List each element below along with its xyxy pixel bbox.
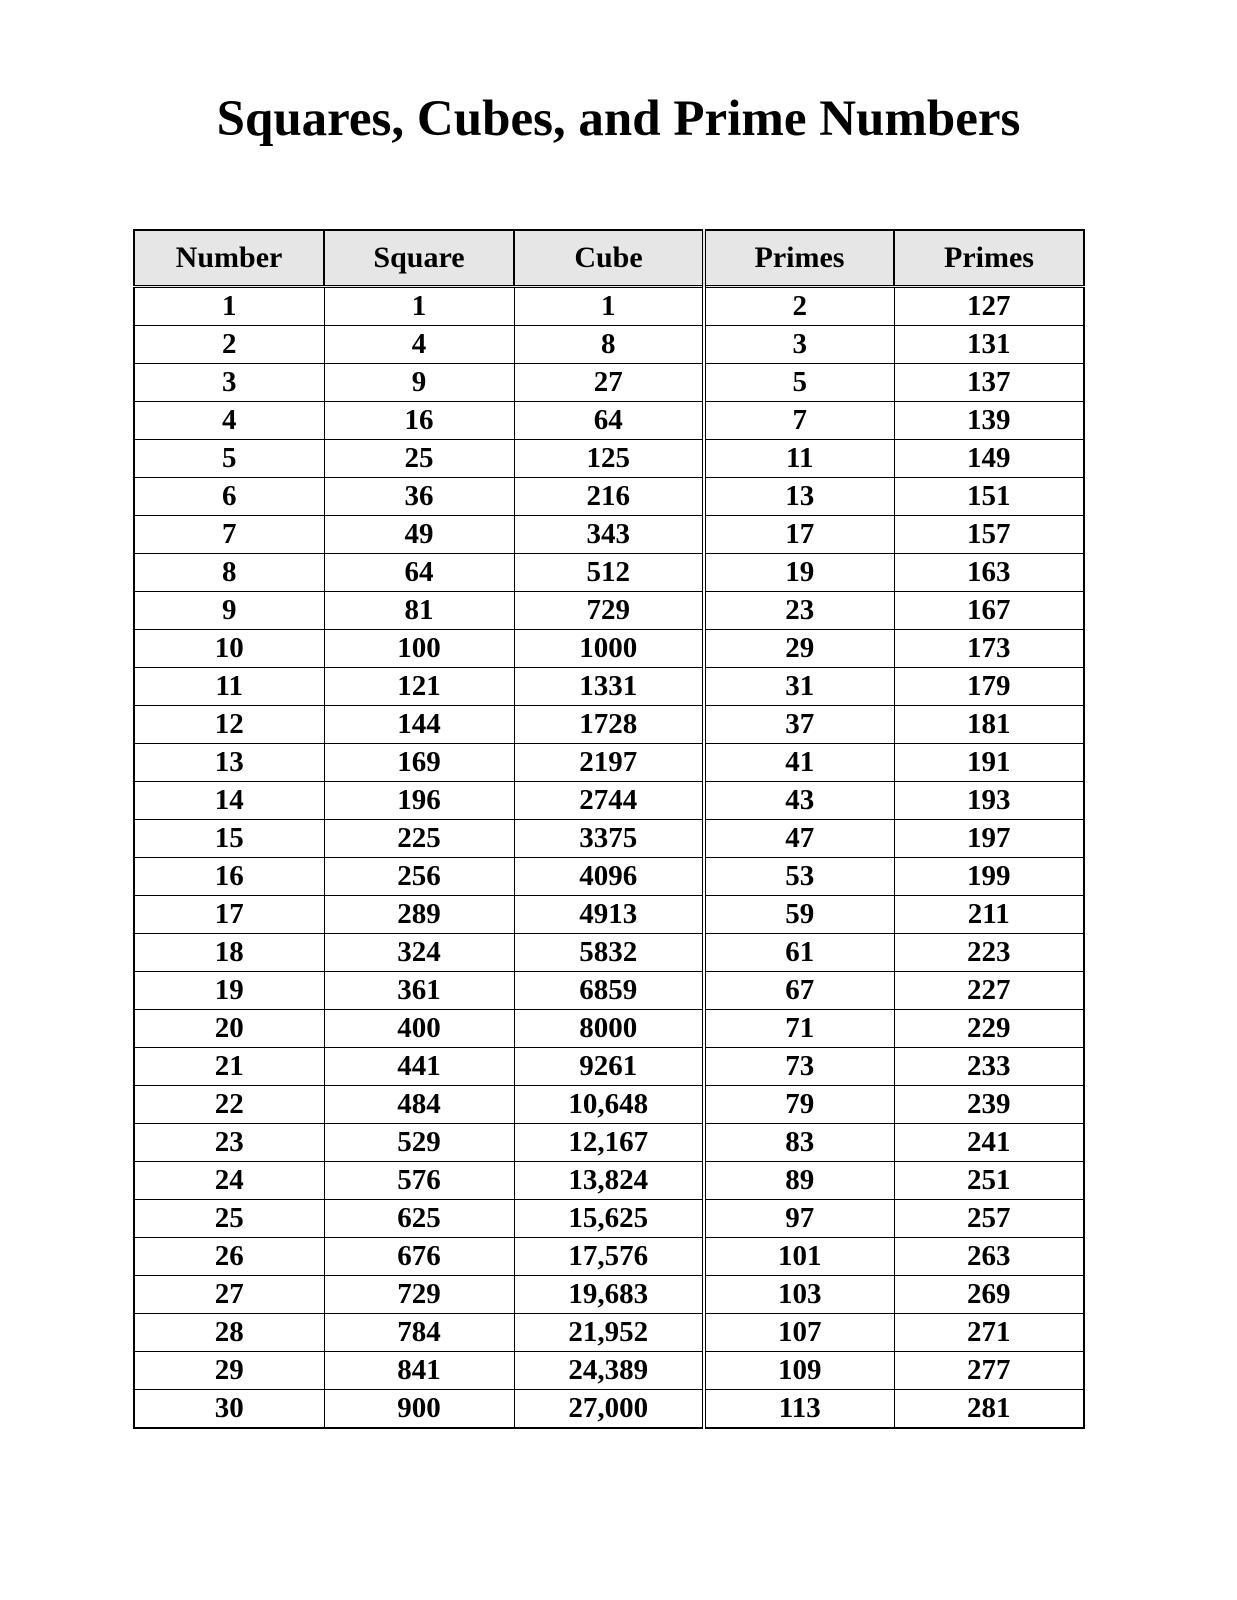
square-cell: 1 — [324, 287, 514, 326]
square-cell: 361 — [324, 972, 514, 1010]
prime-cell-2: 157 — [894, 516, 1084, 554]
square-cell: 729 — [324, 1276, 514, 1314]
number-cell: 18 — [134, 934, 324, 972]
cube-cell: 729 — [514, 592, 704, 630]
cube-cell: 24,389 — [514, 1352, 704, 1390]
prime-cell-2: 233 — [894, 1048, 1084, 1086]
prime-cell-1: 71 — [704, 1010, 894, 1048]
cube-cell: 21,952 — [514, 1314, 704, 1352]
prime-cell-1: 109 — [704, 1352, 894, 1390]
prime-cell-1: 5 — [704, 364, 894, 402]
prime-cell-1: 47 — [704, 820, 894, 858]
number-cell: 5 — [134, 440, 324, 478]
number-cell: 10 — [134, 630, 324, 668]
prime-cell-2: 199 — [894, 858, 1084, 896]
table-body — [134, 287, 1084, 1429]
cube-cell: 343 — [514, 516, 704, 554]
square-cell: 225 — [324, 820, 514, 858]
number-cell: 27 — [134, 1276, 324, 1314]
prime-cell-1: 53 — [704, 858, 894, 896]
square-cell: 49 — [324, 516, 514, 554]
square-cell: 256 — [324, 858, 514, 896]
cube-cell: 2197 — [514, 744, 704, 782]
table-row — [134, 478, 1084, 516]
prime-cell-2: 241 — [894, 1124, 1084, 1162]
prime-cell-1: 83 — [704, 1124, 894, 1162]
prime-cell-2: 167 — [894, 592, 1084, 630]
table-row — [134, 1276, 1084, 1314]
square-cell: 625 — [324, 1200, 514, 1238]
prime-cell-2: 251 — [894, 1162, 1084, 1200]
cube-cell: 512 — [514, 554, 704, 592]
square-cell: 4 — [324, 326, 514, 364]
prime-cell-2: 223 — [894, 934, 1084, 972]
number-cell: 7 — [134, 516, 324, 554]
cube-cell: 125 — [514, 440, 704, 478]
cube-cell: 8000 — [514, 1010, 704, 1048]
table-row — [134, 1352, 1084, 1390]
prime-cell-1: 23 — [704, 592, 894, 630]
table-row — [134, 440, 1084, 478]
header-row — [134, 230, 1084, 287]
prime-cell-2: 137 — [894, 364, 1084, 402]
cube-cell: 27,000 — [514, 1390, 704, 1429]
square-cell: 529 — [324, 1124, 514, 1162]
prime-cell-1: 59 — [704, 896, 894, 934]
prime-cell-2: 269 — [894, 1276, 1084, 1314]
table-row — [134, 516, 1084, 554]
table-row — [134, 744, 1084, 782]
number-cell: 17 — [134, 896, 324, 934]
prime-cell-1: 103 — [704, 1276, 894, 1314]
number-cell: 28 — [134, 1314, 324, 1352]
table-row — [134, 1124, 1084, 1162]
number-cell: 4 — [134, 402, 324, 440]
prime-cell-2: 151 — [894, 478, 1084, 516]
square-cell: 441 — [324, 1048, 514, 1086]
prime-cell-2: 263 — [894, 1238, 1084, 1276]
prime-cell-2: 127 — [894, 287, 1084, 326]
cube-cell: 1000 — [514, 630, 704, 668]
prime-cell-1: 43 — [704, 782, 894, 820]
number-cell: 14 — [134, 782, 324, 820]
prime-cell-1: 89 — [704, 1162, 894, 1200]
table-row — [134, 592, 1084, 630]
square-cell: 784 — [324, 1314, 514, 1352]
number-cell: 30 — [134, 1390, 324, 1429]
number-cell: 24 — [134, 1162, 324, 1200]
square-cell: 196 — [324, 782, 514, 820]
table-row — [134, 1314, 1084, 1352]
prime-cell-2: 257 — [894, 1200, 1084, 1238]
prime-cell-2: 181 — [894, 706, 1084, 744]
number-cell: 26 — [134, 1238, 324, 1276]
table-row — [134, 706, 1084, 744]
prime-cell-2: 211 — [894, 896, 1084, 934]
square-cell: 144 — [324, 706, 514, 744]
square-cell: 36 — [324, 478, 514, 516]
square-cell: 16 — [324, 402, 514, 440]
square-cell: 64 — [324, 554, 514, 592]
square-cell: 841 — [324, 1352, 514, 1390]
prime-cell-2: 173 — [894, 630, 1084, 668]
prime-cell-2: 277 — [894, 1352, 1084, 1390]
prime-cell-1: 97 — [704, 1200, 894, 1238]
table-row — [134, 1010, 1084, 1048]
cube-cell: 9261 — [514, 1048, 704, 1086]
header-primes-1: Primes — [704, 230, 894, 287]
prime-cell-1: 79 — [704, 1086, 894, 1124]
table-row — [134, 782, 1084, 820]
square-cell: 121 — [324, 668, 514, 706]
number-cell: 19 — [134, 972, 324, 1010]
prime-cell-2: 271 — [894, 1314, 1084, 1352]
table-row — [134, 820, 1084, 858]
number-cell: 25 — [134, 1200, 324, 1238]
prime-cell-1: 11 — [704, 440, 894, 478]
cube-cell: 2744 — [514, 782, 704, 820]
table-row — [134, 1200, 1084, 1238]
prime-cell-1: 37 — [704, 706, 894, 744]
prime-cell-2: 131 — [894, 326, 1084, 364]
number-cell: 9 — [134, 592, 324, 630]
cube-cell: 17,576 — [514, 1238, 704, 1276]
prime-cell-2: 139 — [894, 402, 1084, 440]
header-cube: Cube — [514, 230, 704, 287]
cube-cell: 4913 — [514, 896, 704, 934]
number-cell: 21 — [134, 1048, 324, 1086]
prime-cell-1: 7 — [704, 402, 894, 440]
prime-cell-2: 193 — [894, 782, 1084, 820]
cube-cell: 5832 — [514, 934, 704, 972]
cube-cell: 1728 — [514, 706, 704, 744]
table-row — [134, 972, 1084, 1010]
prime-cell-2: 239 — [894, 1086, 1084, 1124]
cube-cell: 15,625 — [514, 1200, 704, 1238]
cube-cell: 19,683 — [514, 1276, 704, 1314]
table-row — [134, 1048, 1084, 1086]
number-cell: 20 — [134, 1010, 324, 1048]
table-row — [134, 1162, 1084, 1200]
cube-cell: 3375 — [514, 820, 704, 858]
prime-cell-1: 2 — [704, 287, 894, 326]
square-cell: 576 — [324, 1162, 514, 1200]
prime-cell-1: 101 — [704, 1238, 894, 1276]
cube-cell: 10,648 — [514, 1086, 704, 1124]
square-cell: 324 — [324, 934, 514, 972]
prime-cell-2: 191 — [894, 744, 1084, 782]
cube-cell: 27 — [514, 364, 704, 402]
table-row — [134, 326, 1084, 364]
table-row — [134, 630, 1084, 668]
header-number: Number — [134, 230, 324, 287]
table-header — [134, 230, 1084, 287]
number-cell: 6 — [134, 478, 324, 516]
number-cell: 11 — [134, 668, 324, 706]
number-cell: 2 — [134, 326, 324, 364]
header-primes-2: Primes — [894, 230, 1084, 287]
table-row — [134, 287, 1084, 326]
table-row — [134, 1238, 1084, 1276]
table-row — [134, 858, 1084, 896]
table-row — [134, 896, 1084, 934]
numbers-table — [133, 229, 1085, 1429]
number-cell: 12 — [134, 706, 324, 744]
cube-cell: 6859 — [514, 972, 704, 1010]
prime-cell-2: 227 — [894, 972, 1084, 1010]
number-cell: 29 — [134, 1352, 324, 1390]
square-cell: 81 — [324, 592, 514, 630]
cube-cell: 1331 — [514, 668, 704, 706]
square-cell: 400 — [324, 1010, 514, 1048]
number-cell: 3 — [134, 364, 324, 402]
table-row — [134, 554, 1084, 592]
square-cell: 100 — [324, 630, 514, 668]
table-row — [134, 934, 1084, 972]
prime-cell-2: 197 — [894, 820, 1084, 858]
square-cell: 484 — [324, 1086, 514, 1124]
prime-cell-1: 61 — [704, 934, 894, 972]
number-cell: 1 — [134, 287, 324, 326]
table-row — [134, 1390, 1084, 1429]
square-cell: 169 — [324, 744, 514, 782]
number-cell: 16 — [134, 858, 324, 896]
cube-cell: 4096 — [514, 858, 704, 896]
prime-cell-2: 229 — [894, 1010, 1084, 1048]
table-row — [134, 402, 1084, 440]
number-cell: 13 — [134, 744, 324, 782]
prime-cell-2: 281 — [894, 1390, 1084, 1429]
prime-cell-1: 107 — [704, 1314, 894, 1352]
table-row — [134, 1086, 1084, 1124]
cube-cell: 64 — [514, 402, 704, 440]
prime-cell-1: 67 — [704, 972, 894, 1010]
prime-cell-2: 179 — [894, 668, 1084, 706]
table-row — [134, 364, 1084, 402]
prime-cell-1: 113 — [704, 1390, 894, 1429]
prime-cell-1: 41 — [704, 744, 894, 782]
cube-cell: 12,167 — [514, 1124, 704, 1162]
prime-cell-1: 17 — [704, 516, 894, 554]
square-cell: 900 — [324, 1390, 514, 1429]
prime-cell-1: 73 — [704, 1048, 894, 1086]
cube-cell: 1 — [514, 287, 704, 326]
prime-cell-2: 149 — [894, 440, 1084, 478]
cube-cell: 8 — [514, 326, 704, 364]
number-cell: 8 — [134, 554, 324, 592]
square-cell: 9 — [324, 364, 514, 402]
prime-cell-1: 13 — [704, 478, 894, 516]
prime-cell-1: 31 — [704, 668, 894, 706]
table-row — [134, 668, 1084, 706]
cube-cell: 13,824 — [514, 1162, 704, 1200]
square-cell: 25 — [324, 440, 514, 478]
number-cell: 23 — [134, 1124, 324, 1162]
prime-cell-2: 163 — [894, 554, 1084, 592]
number-cell: 15 — [134, 820, 324, 858]
header-square: Square — [324, 230, 514, 287]
square-cell: 289 — [324, 896, 514, 934]
prime-cell-1: 19 — [704, 554, 894, 592]
prime-cell-1: 3 — [704, 326, 894, 364]
numbers-table-container — [133, 229, 1085, 1429]
square-cell: 676 — [324, 1238, 514, 1276]
cube-cell: 216 — [514, 478, 704, 516]
prime-cell-1: 29 — [704, 630, 894, 668]
page-title: Squares, Cubes, and Prime Numbers — [216, 91, 1021, 147]
number-cell: 22 — [134, 1086, 324, 1124]
